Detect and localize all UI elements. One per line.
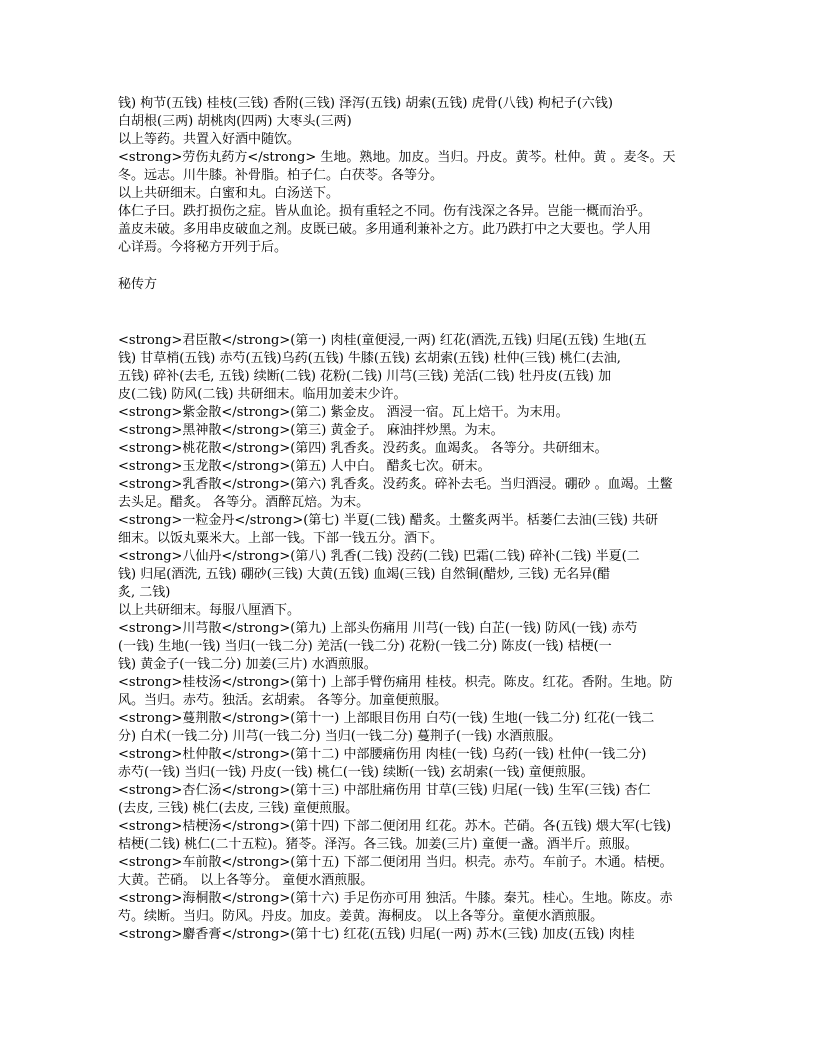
recipe-line: (一钱) 生地(一钱) 当归(一钱二分) 羌活(一钱二分) 花粉(一钱二分) 陈皮(一钱) 桔梗(一 (118, 639, 612, 654)
recipe-line: <strong>麝香膏</strong>(第十七) 红花(五钱) 归尾(一两) 苏木(三钱) 加皮(五钱) 肉桂 (118, 927, 635, 942)
recipe-line: 以上共研细末。每服八厘酒下。 (118, 603, 301, 618)
recipe-line: <strong>海桐散</strong>(第十六) 手足伤亦可用 独活。牛膝。秦艽。桂心。生地。陈皮。赤 (118, 891, 673, 906)
text-line: <strong>劳伤丸药方</strong> 生地。熟地。加皮。当归。丹皮。黄芩。杜仲。黄 。麦冬。天 (118, 150, 676, 165)
recipe-line: <strong>桃花散</strong>(第四) 乳香炙。没药炙。血竭炙。 各等分。共研细末。 (118, 441, 608, 456)
recipe-list (118, 332, 718, 944)
recipe-line: 风。当归。赤芍。独活。玄胡索。 各等分。加童便煎服。 (118, 693, 448, 708)
recipe-line: 皮(二钱) 防风(二钱) 共研细末。临用加姜末少许。 (118, 387, 407, 402)
recipe-line: (去皮, 三钱) 桃仁(去皮, 三钱) 童便煎服。 (118, 801, 359, 816)
recipe-line: 分) 白术(一钱二分) 川芎(一钱二分) 当归(一钱二分) 蔓荆子(一钱) 水酒煎服。 (118, 729, 562, 744)
recipe-line: 桔梗(二钱) 桃仁(二十五粒)。猪苓。泽泻。各三钱。加姜(三片) 童便一盏。酒半斤。煎服。 (118, 837, 638, 852)
recipe-line: <strong>车前散</strong>(第十五) 下部二便闭用 当归。枳壳。赤芍。车前子。木通。桔梗。 (118, 855, 673, 870)
text-line: 盖皮未破。多用串皮破血之剂。皮既已破。多用通利兼补之方。此乃跌打中之大要也。学人用 (118, 222, 652, 237)
recipe-line: <strong>一粒金丹</strong>(第七) 半夏(二钱) 醋炙。土鳖炙两半。栝蒌仁去油(三钱) 共研 (118, 513, 659, 528)
recipe-line: 钱) 黄金子(一钱二分) 加姜(三片) 水酒煎服。 (118, 657, 377, 672)
recipe-line: <strong>川芎散</strong>(第九) 上部头伤痛用 川芎(一钱) 白芷(一钱) 防风(一钱) 赤芍 (118, 621, 638, 636)
recipe-line: 细末。以饭丸粟米大。上部一钱。下部一钱五分。酒下。 (118, 531, 444, 546)
text-line: 体仁子曰。跌打损伤之症。皆从血论。损有重轻之不同。伤有浅深之各异。岂能一概而治乎。 (118, 204, 652, 219)
recipe-line: <strong>乳香散</strong>(第六) 乳香炙。没药炙。碎补去毛。当归酒浸。硼砂 。血竭。土鳖 (118, 477, 673, 492)
recipe-line: <strong>桂枝汤</strong>(第十) 上部手臂伤痛用 桂枝。枳壳。陈皮。红花。香附。生地。防 (118, 675, 673, 690)
recipe-line: 赤芍(一钱) 当归(一钱) 丹皮(一钱) 桃仁(一钱) 续断(一钱) 玄胡索(一钱) 童便煎服。 (118, 765, 594, 780)
text-line: 白胡根(三两) 胡桃肉(四两) 大枣头(三两) (118, 114, 352, 129)
recipe-line: 钱) 甘草梢(五钱) 赤芍(五钱)乌药(五钱) 牛膝(五钱) 玄胡索(五钱) 杜仲(三钱) 桃仁(去油, (118, 351, 621, 366)
text-line: 以上共研细末。白蜜和丸。白汤送下。 (118, 186, 340, 201)
recipe-line: 大黄。芒硝。 以上各等分。 童便水酒煎服。 (118, 873, 374, 888)
recipe-line: <strong>杏仁汤</strong>(第十三) 中部肚痛伤用 甘草(三钱) 归尾(一钱) 生军(三钱) 杏仁 (118, 783, 651, 798)
recipe-line: <strong>杜仲散</strong>(第十二) 中部腰痛伤用 肉桂(一钱) 乌药(一钱) 杜仲(一钱二分) (118, 747, 647, 762)
text-line: 以上等药。共置入好酒中随饮。 (118, 132, 301, 147)
recipe-line: <strong>黑神散</strong>(第三) 黄金子。 麻油拌炒黑。为末。 (118, 423, 504, 438)
recipe-line: <strong>紫金散</strong>(第二) 紫金皮。 酒浸一宿。瓦上焙干。为末用。 (118, 405, 569, 420)
text-line: 冬。远志。川牛膝。补骨脂。柏子仁。白茯苓。各等分。 (118, 168, 444, 183)
recipe-line: 去头足。醋炙。 各等分。酒醉瓦焙。为末。 (118, 495, 370, 510)
recipe-line: <strong>蔓荆散</strong>(第十一) 上部眼目伤用 白芍(一钱) 生地(一钱二分) 红花(一钱二 (118, 711, 655, 726)
text-line: 心详焉。今将秘方开列于后。 (118, 240, 288, 255)
recipe-line: <strong>玉龙散</strong>(第五) 人中白。 醋炙七次。研末。 (118, 459, 491, 474)
recipe-line: <strong>八仙丹</strong>(第八) 乳香(二钱) 没药(二钱) 巴霜(二钱) 碎补(二钱) 半夏(二 (118, 549, 640, 564)
recipe-line: <strong>桔梗汤</strong>(第十四) 下部二便闭用 红花。苏木。芒硝。各(五钱) 煨大军(七钱) (118, 819, 672, 834)
text-line: 钱) 枸节(五钱) 桂枝(三钱) 香附(三钱) 泽泻(五钱) 胡索(五钱) 虎骨(八钱) 枸杞子(六钱) (118, 96, 614, 111)
recipe-line: 炙, 二钱) (118, 585, 171, 600)
section-heading: 秘传方 (118, 277, 158, 292)
recipe-line: 五钱) 碎补(去毛, 五钱) 续断(二钱) 花粉(二钱) 川芎(三钱) 羌活(二钱) 牡丹皮(五钱) 加 (118, 369, 612, 384)
recipe-line: <strong>君臣散</strong>(第一) 肉桂(童便浸,一两) 红花(酒洗,五钱) 归尾(五钱) 生地(五 (118, 333, 647, 348)
intro-paragraphs (118, 95, 718, 257)
recipe-line: 钱) 归尾(酒洗, 五钱) 硼砂(三钱) 大黄(五钱) 血竭(三钱) 自然铜(醋炒, 三钱) 无名异(醋 (118, 567, 611, 582)
recipe-line: 芍。续断。当归。防风。丹皮。加皮。姜黄。海桐皮。 以上各等分。童便水酒煎服。 (118, 909, 604, 924)
